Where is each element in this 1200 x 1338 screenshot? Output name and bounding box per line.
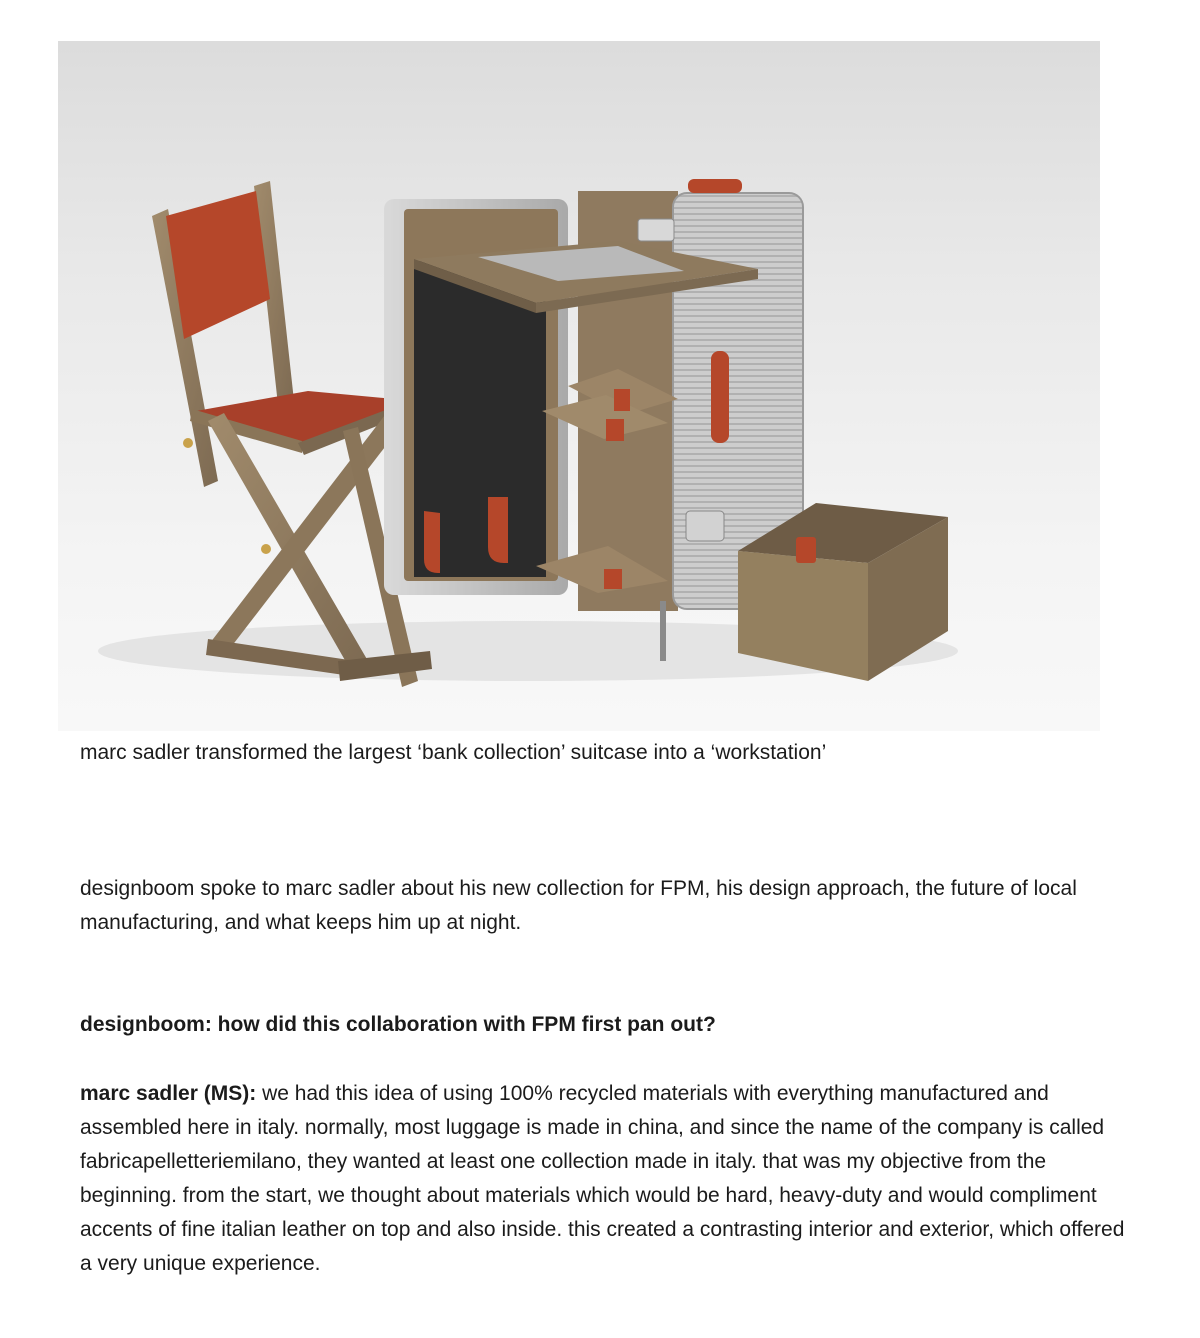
answer-text: we had this idea of using 100% recycled materials with everything manufactured and assembled here in italy. normally, most luggage is made in china, and since the name of the company is called fabricapelletteriemilano, they wanted at least one collection made in italy. that was my objective from the beginning. from the start, we thought about materials which would be hard, heavy-duty and would compliment accents of fine italian leather on top and also inside. this created a contrasting interior and exterior, which offered a very unique experience. (80, 1082, 1125, 1275)
answer-speaker: marc sadler (MS): (80, 1082, 257, 1105)
article-photo (58, 41, 1100, 731)
workstation-suitcase-illustration (58, 41, 1100, 731)
suitcase-handle (711, 351, 729, 443)
interview-answer (80, 1077, 1125, 1281)
image-caption: marc sadler transformed the largest ‘bank collection’ suitcase into a ‘workstation’ (80, 741, 827, 764)
chair-leather-back (166, 191, 270, 339)
intro-paragraph: designboom spoke to marc sadler about his new collection for FPM, his design approach, the future of local manufacturing, and what keeps him up at night. (80, 877, 1077, 934)
interview-question: designboom: how did this collaboration with FPM first pan out? (80, 1013, 716, 1036)
